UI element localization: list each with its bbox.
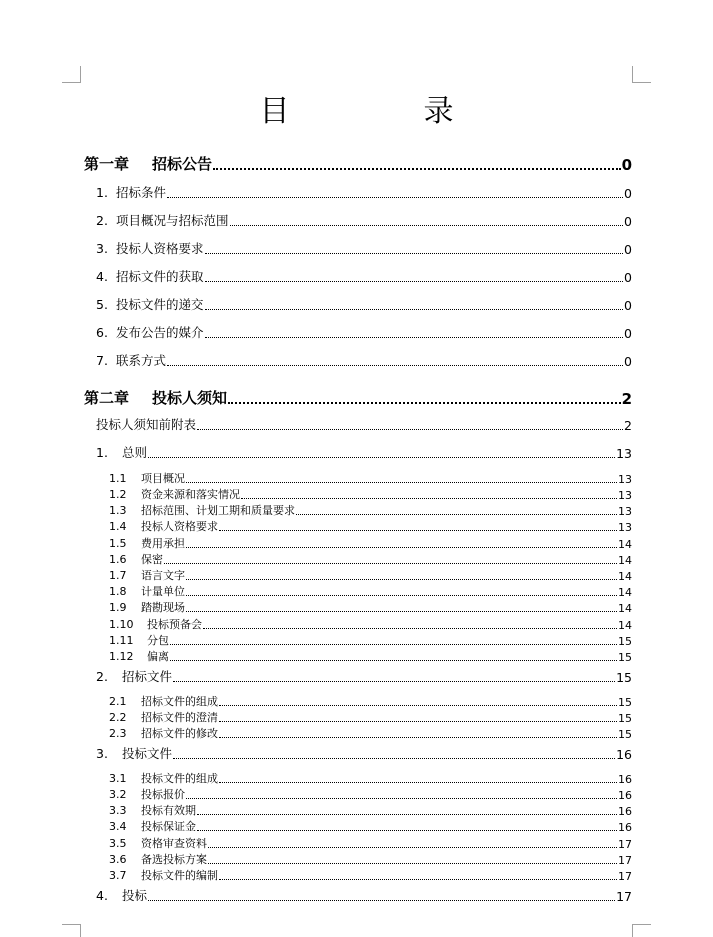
toc-entry-number: 3.5: [109, 837, 127, 850]
toc-entry-number: 1.8: [109, 585, 127, 598]
toc-entry-text: 投标人资格要求: [141, 520, 218, 533]
toc-entry-number: 1.9: [109, 601, 127, 614]
toc-leader-dots: [228, 402, 621, 404]
toc-entry-number: 1.10: [109, 618, 134, 631]
toc-entry-number: 6.: [96, 325, 108, 340]
toc-entry-text: 分包: [147, 634, 169, 647]
toc-page-number: 0: [624, 242, 632, 257]
toc-entry-label: [109, 851, 207, 867]
toc-section-entry[interactable]: [96, 415, 632, 433]
toc-entry-text: 招标文件的修改: [141, 727, 218, 740]
toc-entry-label: [109, 648, 169, 664]
toc-page-number: 15: [618, 696, 632, 709]
toc-entry-label: [109, 502, 295, 518]
toc-page-number: 17: [616, 889, 632, 904]
toc-entry-number: 4.: [96, 888, 108, 903]
toc-leader-dots: [219, 782, 617, 783]
toc-entry-number: 3.3: [109, 804, 127, 817]
toc-entry-number: 1.2: [109, 488, 127, 501]
toc-entry-number: 1.6: [109, 553, 127, 566]
toc-entry-label: [109, 551, 163, 567]
toc-entry-label: [109, 802, 196, 818]
toc-page-number: 0: [624, 298, 632, 313]
toc-entry-label: [96, 744, 172, 762]
toc-page-number: 15: [618, 635, 632, 648]
toc-page-number: 13: [618, 473, 632, 486]
toc-leader-dots: [170, 660, 617, 661]
toc-section-entry[interactable]: [96, 183, 632, 201]
toc-leader-dots: [296, 514, 617, 515]
toc-page-number: 0: [621, 156, 632, 174]
toc-leader-dots: [164, 563, 617, 564]
toc-chapter-entry[interactable]: [84, 387, 632, 408]
toc-leader-dots: [173, 758, 615, 759]
toc-entry-number: 第二章: [84, 389, 130, 407]
toc-leader-dots: [197, 429, 623, 430]
toc-entry-label: [96, 443, 147, 461]
toc-subsection-entry[interactable]: [109, 770, 632, 786]
toc-entry-text: 偏离: [147, 650, 169, 663]
toc-page-number: 0: [624, 326, 632, 341]
toc-entry-text: 投标文件的递交: [116, 297, 204, 312]
toc-page-number: 16: [618, 821, 632, 834]
toc-leader-dots: [219, 705, 617, 706]
toc-leader-dots: [186, 595, 617, 596]
toc-chapter-entry[interactable]: [84, 153, 632, 174]
toc-entry-text: 总则: [122, 445, 148, 460]
toc-entry-text: 资格审查资料: [141, 837, 207, 850]
toc-leader-dots: [219, 879, 617, 880]
toc-entry-text: 招标文件的澄清: [141, 711, 218, 724]
toc-leader-dots: [167, 365, 623, 366]
toc-entry-number: 2.2: [109, 711, 127, 724]
toc-page-number: 13: [616, 446, 632, 461]
toc-entry-text: 项目概况: [141, 472, 185, 485]
toc-entry-text: 招标文件的组成: [141, 695, 218, 708]
toc-entry-text: 招标条件: [116, 185, 167, 200]
toc-leader-dots: [219, 721, 617, 722]
toc-entry-text: 备选投标方案: [141, 853, 207, 866]
toc-entry-label: [109, 535, 185, 551]
toc-entry-number: 7.: [96, 353, 108, 368]
toc-page-number: 0: [624, 186, 632, 201]
toc-entry-label: [109, 518, 218, 534]
toc-leader-dots: [205, 337, 624, 338]
toc-leader-dots: [219, 530, 617, 531]
toc-subsection-entry[interactable]: [109, 725, 632, 741]
toc-entry-text: 联系方式: [116, 353, 167, 368]
crop-mark-top-right: [632, 66, 651, 83]
toc-section-entry[interactable]: [96, 211, 632, 229]
toc-entry-number: 1.5: [109, 537, 127, 550]
toc-leader-dots: [148, 457, 615, 458]
toc-entry-number: 3.: [96, 241, 108, 256]
toc-entry-text: 踏勘现场: [141, 601, 185, 614]
toc-subsection-entry[interactable]: [109, 470, 632, 486]
toc-entry-number: 2.1: [109, 695, 127, 708]
toc-subsection-entry[interactable]: [109, 567, 632, 583]
toc-leader-dots: [186, 798, 617, 799]
toc-entry-number: 1.1: [109, 472, 127, 485]
toc-section-entry[interactable]: [96, 886, 632, 904]
toc-entry-number: 1.11: [109, 634, 134, 647]
toc-leader-dots: [205, 309, 624, 310]
toc-leader-dots: [219, 737, 617, 738]
toc-entry-text: 投标预备会: [147, 618, 202, 631]
toc-leader-dots: [241, 498, 617, 499]
toc-subsection-entry[interactable]: [109, 502, 632, 518]
toc-page-number: 14: [618, 570, 632, 583]
toc-entry-text: 招标文件: [122, 669, 173, 684]
toc-entry-text: 语言文字: [141, 569, 185, 582]
toc-entry-label: [96, 267, 204, 285]
toc-entry-text: 招标公告: [152, 155, 213, 173]
toc-page-number: 13: [618, 505, 632, 518]
toc-leader-dots: [213, 168, 621, 170]
toc-page-number: 14: [618, 619, 632, 632]
toc-page-number: 0: [624, 214, 632, 229]
toc-page-number: 15: [618, 712, 632, 725]
toc-leader-dots: [230, 225, 624, 226]
toc-leader-dots: [173, 681, 615, 682]
toc-entry-text: 计量单位: [141, 585, 185, 598]
toc-entry-label: [109, 867, 218, 883]
toc-leader-dots: [197, 830, 617, 831]
toc-subsection-entry[interactable]: [109, 709, 632, 725]
toc-leader-dots: [167, 197, 623, 198]
toc-page-number: 16: [618, 805, 632, 818]
toc-subsection-entry[interactable]: [109, 616, 632, 632]
toc-entry-label: [109, 818, 196, 834]
toc-page-number: 16: [618, 773, 632, 786]
toc-entry-label: [109, 567, 185, 583]
toc-entry-label: [96, 211, 229, 229]
toc-entry-label: [84, 387, 227, 408]
toc-entry-label: [109, 632, 169, 648]
toc-entry-text: 保密: [141, 553, 163, 566]
toc-entry-text: 投标文件: [122, 746, 173, 761]
toc-entry-text: 投标有效期: [141, 804, 196, 817]
crop-mark-bottom-right: [632, 924, 651, 937]
toc-entry-number: 1.: [96, 445, 108, 460]
toc-page-number: 2: [624, 418, 632, 433]
toc-leader-dots: [186, 547, 617, 548]
toc-entry-number: 1.3: [109, 504, 127, 517]
toc-leader-dots: [186, 482, 617, 483]
toc-entry-number: 1.7: [109, 569, 127, 582]
toc-subsection-entry[interactable]: [109, 835, 632, 851]
toc-entry-label: [96, 415, 196, 433]
toc-entry-number: 2.3: [109, 727, 127, 740]
toc-entry-label: [109, 709, 218, 725]
toc-entry-label: [109, 770, 218, 786]
toc-subsection-entry[interactable]: [109, 535, 632, 551]
toc-entry-number: 3.7: [109, 869, 127, 882]
toc-entry-text: 投标文件的组成: [141, 772, 218, 785]
toc-entry-number: 3.1: [109, 772, 127, 785]
toc-entry-text: 投标人须知: [152, 389, 228, 407]
toc-subsection-entry[interactable]: [109, 818, 632, 834]
toc-subsection-entry[interactable]: [109, 851, 632, 867]
toc-entry-label: [84, 153, 212, 174]
toc-entry-number: 1.12: [109, 650, 134, 663]
toc-entry-label: [96, 667, 172, 685]
toc-section-entry[interactable]: [96, 267, 632, 285]
toc-entry-label: [96, 886, 147, 904]
toc-page-number: 16: [616, 747, 632, 762]
toc-entry-number: 1.4: [109, 520, 127, 533]
toc-section-entry[interactable]: [96, 443, 632, 461]
toc-entry-number: 2.: [96, 669, 108, 684]
toc-title: 目 录: [259, 94, 506, 129]
toc-page-number: 14: [618, 538, 632, 551]
toc-leader-dots: [205, 281, 624, 282]
toc-subsection-entry[interactable]: [109, 693, 632, 709]
toc-subsection-entry[interactable]: [109, 648, 632, 664]
toc-entry-text: 投标人资格要求: [116, 241, 204, 256]
toc-entry-text: 投标人须知前附表: [96, 417, 197, 432]
toc-entry-label: [96, 351, 166, 369]
toc-subsection-entry[interactable]: [109, 802, 632, 818]
toc-entry-number: 1.: [96, 185, 108, 200]
toc-page-number: 0: [624, 354, 632, 369]
toc-entry-text: 费用承担: [141, 537, 185, 550]
toc-section-entry[interactable]: [96, 323, 632, 341]
toc-page-number: 14: [618, 554, 632, 567]
toc-entry-label: [109, 725, 218, 741]
toc-page-number: 13: [618, 489, 632, 502]
toc-page-number: 17: [618, 854, 632, 867]
toc-entry-number: 2.: [96, 213, 108, 228]
toc-subsection-entry[interactable]: [109, 583, 632, 599]
toc-page-number: 15: [618, 651, 632, 664]
toc-entry-label: [109, 470, 185, 486]
toc-entry-text: 投标文件的编制: [141, 869, 218, 882]
toc-subsection-entry[interactable]: [109, 518, 632, 534]
toc-entry-number: 5.: [96, 297, 108, 312]
toc-entry-text: 投标保证金: [141, 820, 196, 833]
toc-entry-label: [109, 486, 240, 502]
toc-entry-label: [109, 835, 207, 851]
toc-leader-dots: [197, 814, 617, 815]
toc-page-number: 0: [624, 270, 632, 285]
toc-entry-number: 3.2: [109, 788, 127, 801]
toc-subsection-entry[interactable]: [109, 867, 632, 883]
toc-leader-dots: [203, 628, 617, 629]
toc-page-number: 15: [618, 728, 632, 741]
toc-entry-number: 3.6: [109, 853, 127, 866]
toc-leader-dots: [186, 579, 617, 580]
toc-entry-number: 4.: [96, 269, 108, 284]
toc-entry-label: [109, 616, 202, 632]
toc-entry-number: 3.: [96, 746, 108, 761]
toc-leader-dots: [148, 900, 615, 901]
toc-entry-text: 资金来源和落实情况: [141, 488, 240, 501]
toc-entry-label: [109, 786, 185, 802]
toc-leader-dots: [208, 847, 617, 848]
toc-entry-label: [96, 239, 204, 257]
toc-page-number: 2: [621, 390, 632, 408]
toc-page-number: 17: [618, 870, 632, 883]
toc-page-number: 13: [618, 521, 632, 534]
toc-entry-label: [96, 323, 204, 341]
toc-entry-text: 投标报价: [141, 788, 185, 801]
toc-leader-dots: [186, 611, 617, 612]
toc-entry-label: [109, 583, 185, 599]
toc-subsection-entry[interactable]: [109, 632, 632, 648]
toc-leader-dots: [208, 863, 617, 864]
toc-entry-label: [96, 183, 166, 201]
toc-section-entry[interactable]: [96, 351, 632, 369]
toc-entry-number: 第一章: [84, 155, 130, 173]
toc-section-entry[interactable]: [96, 667, 632, 685]
toc-page-number: 16: [618, 789, 632, 802]
toc-entry-text: 招标文件的获取: [116, 269, 204, 284]
toc-subsection-entry[interactable]: [109, 786, 632, 802]
toc-entry-label: [96, 295, 204, 313]
toc-page-number: 17: [618, 838, 632, 851]
toc-entry-text: 招标范围、计划工期和质量要求: [141, 504, 295, 517]
toc-entry-label: [109, 599, 185, 615]
toc-entry-text: 发布公告的媒介: [116, 325, 204, 340]
toc-page-number: 14: [618, 602, 632, 615]
crop-mark-bottom-left: [62, 924, 81, 937]
crop-mark-top-left: [62, 66, 81, 83]
toc-entry-text: 投标: [122, 888, 148, 903]
toc-subsection-entry[interactable]: [109, 551, 632, 567]
toc-entry-label: [109, 693, 218, 709]
toc-leader-dots: [205, 253, 624, 254]
toc-page-number: 14: [618, 586, 632, 599]
toc-section-entry[interactable]: [96, 744, 632, 762]
toc-subsection-entry[interactable]: [109, 599, 632, 615]
toc-subsection-entry[interactable]: [109, 486, 632, 502]
toc-entry-text: 项目概况与招标范围: [116, 213, 229, 228]
toc-section-entry[interactable]: [96, 239, 632, 257]
toc-entry-number: 3.4: [109, 820, 127, 833]
toc-page-number: 15: [616, 670, 632, 685]
toc-section-entry[interactable]: [96, 295, 632, 313]
toc-leader-dots: [170, 644, 617, 645]
